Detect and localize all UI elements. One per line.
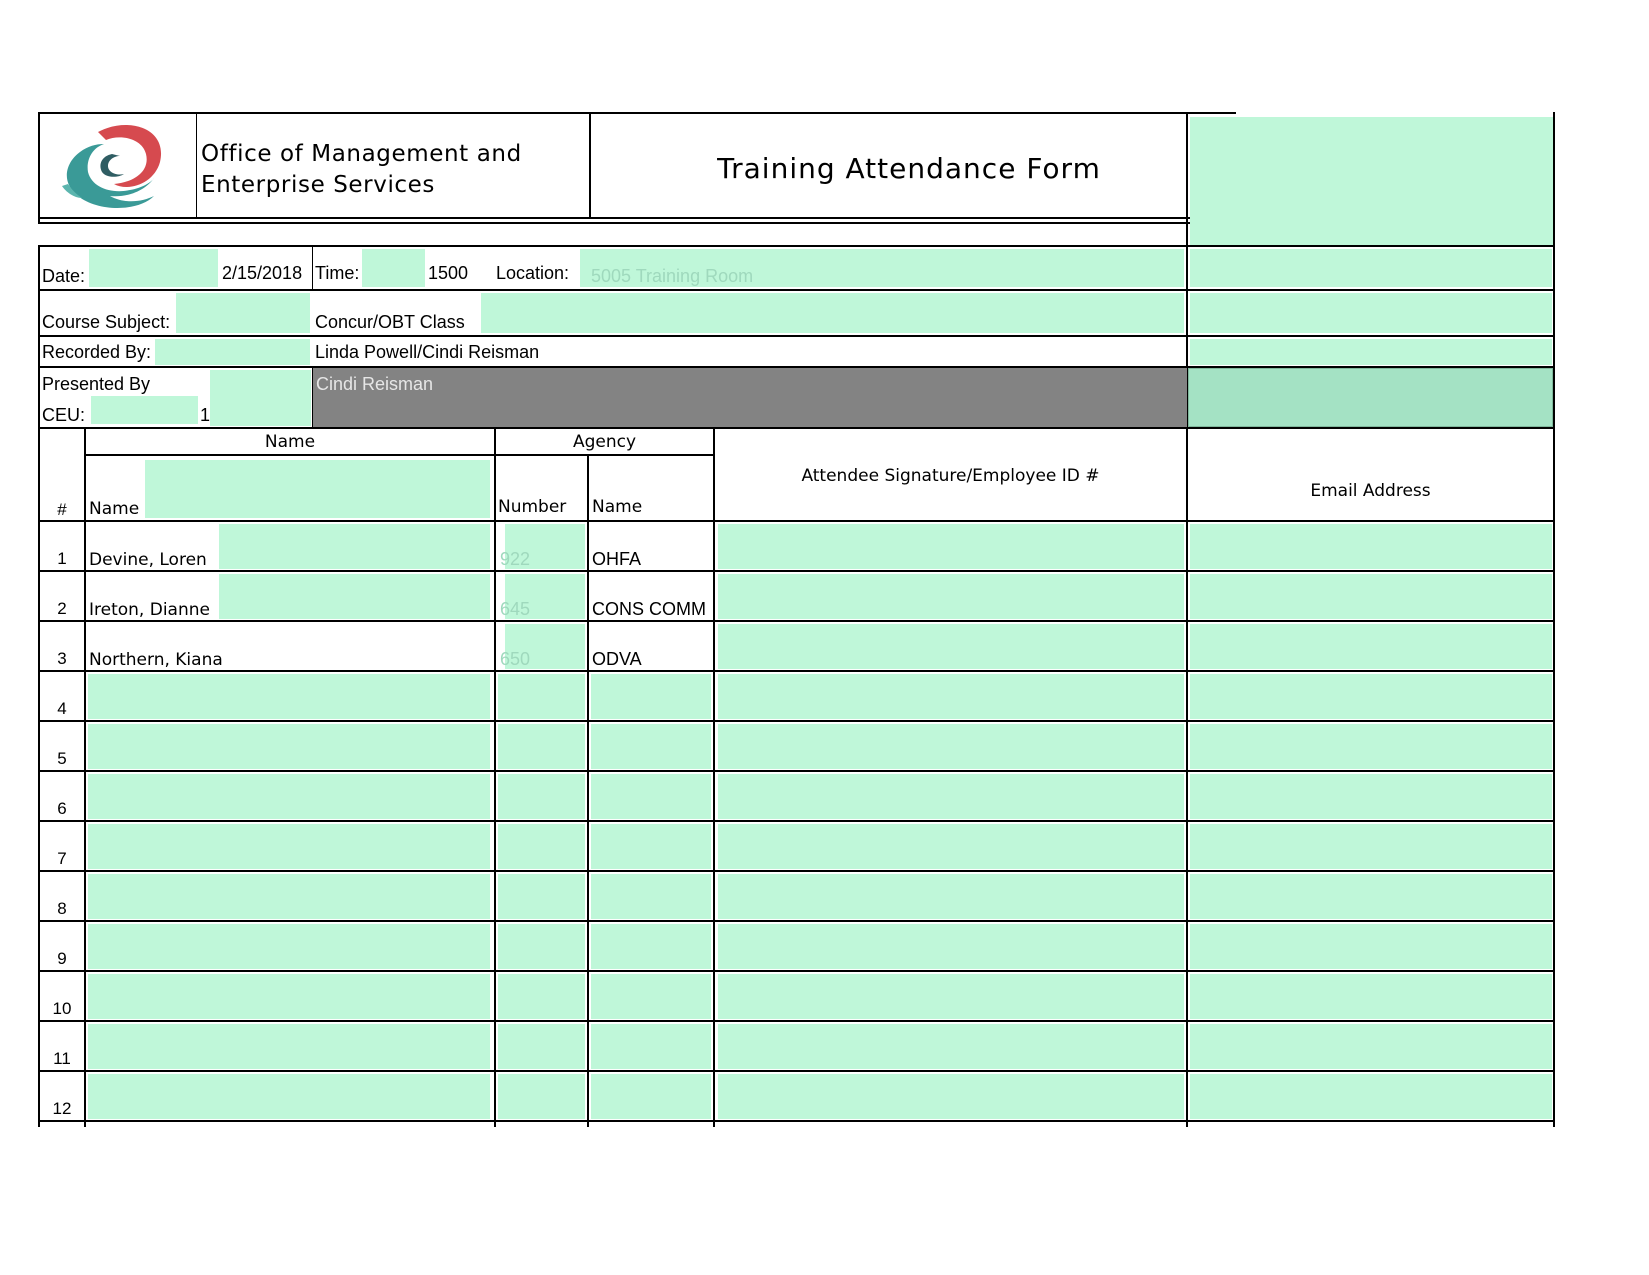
email-cell[interactable] [1190, 524, 1552, 569]
agency-name-cell[interactable] [591, 724, 711, 769]
signature-cell[interactable] [718, 524, 1184, 569]
location-right-field[interactable] [1190, 249, 1552, 287]
name-cell[interactable] [88, 674, 490, 719]
agency-number-cell[interactable] [498, 674, 585, 719]
column-number-sign: # [57, 500, 67, 519]
agency-name-cell[interactable] [591, 1074, 711, 1119]
presented-by-value: Cindi Reisman [316, 374, 434, 394]
date-value: 2/15/2018 [222, 263, 303, 283]
signature-cell[interactable] [718, 674, 1184, 719]
ceu-field[interactable] [91, 396, 198, 424]
agency-name: ODVA [592, 649, 642, 669]
row-number: 10 [52, 999, 72, 1018]
agency-number: 922 [500, 549, 531, 569]
email-cell[interactable] [1190, 924, 1552, 969]
row-number: 5 [57, 749, 67, 768]
email-cell[interactable] [1190, 1074, 1552, 1119]
agency-number: 650 [500, 649, 531, 669]
column-signature: Attendee Signature/Employee ID # [801, 466, 1100, 486]
email-cell[interactable] [1190, 624, 1552, 669]
header-right-field[interactable] [1190, 117, 1554, 246]
name-header-field[interactable] [145, 460, 490, 518]
presenter-right-field[interactable] [1188, 368, 1553, 427]
presented-by-label: Presented By [42, 374, 151, 394]
signature-cell[interactable] [718, 824, 1184, 869]
agency-name-cell[interactable] [591, 674, 711, 719]
name-cell[interactable] [88, 824, 490, 869]
agency-name: OHFA [592, 549, 642, 569]
name-group-header: Name [264, 432, 316, 452]
signature-cell[interactable] [718, 924, 1184, 969]
column-email: Email Address [1310, 481, 1431, 501]
row-number: 3 [57, 649, 67, 668]
name-cell[interactable] [88, 1074, 490, 1119]
agency-number-cell[interactable] [498, 974, 585, 1019]
recorded-by-value: Linda Powell/Cindi Reisman [315, 342, 540, 362]
agency-name-cell[interactable] [591, 774, 711, 819]
course-subject-value: Concur/OBT Class [315, 312, 465, 332]
row-number: 9 [57, 949, 67, 968]
agency-name-cell[interactable] [591, 924, 711, 969]
column-agency-name: Name [592, 497, 643, 517]
time-label: Time: [315, 263, 360, 283]
name-cell[interactable] [88, 974, 490, 1019]
row-number: 1 [57, 549, 67, 568]
column-name: Name [89, 499, 140, 519]
date-field[interactable] [89, 249, 218, 287]
ceu-value: 1 [200, 405, 211, 425]
signature-cell[interactable] [718, 1024, 1184, 1069]
signature-cell[interactable] [718, 874, 1184, 919]
signature-cell[interactable] [718, 774, 1184, 819]
signature-cell[interactable] [718, 574, 1184, 619]
signature-cell[interactable] [718, 1074, 1184, 1119]
email-cell[interactable] [1190, 824, 1552, 869]
location-label: Location: [496, 263, 570, 283]
agency-number-cell[interactable] [498, 924, 585, 969]
time-field[interactable] [362, 249, 425, 287]
agency-name-cell[interactable] [591, 974, 711, 1019]
column-agency-number: Number [498, 497, 567, 517]
form-title: Training Attendance Form [717, 152, 1101, 185]
row-number: 8 [57, 899, 67, 918]
time-value: 1500 [428, 263, 469, 283]
email-cell[interactable] [1190, 974, 1552, 1019]
attendee-name: Northern, Kiana [89, 650, 223, 670]
email-cell[interactable] [1190, 874, 1552, 919]
agency-number-cell[interactable] [498, 874, 585, 919]
email-cell[interactable] [1190, 674, 1552, 719]
agency-number: 645 [500, 599, 531, 619]
signature-cell[interactable] [718, 974, 1184, 1019]
name-cell[interactable] [88, 924, 490, 969]
name-cell[interactable] [219, 574, 490, 619]
row-number: 6 [57, 799, 67, 818]
name-cell[interactable] [88, 874, 490, 919]
row-number: 11 [53, 1049, 71, 1068]
email-cell[interactable] [1190, 724, 1552, 769]
agency-name-cell[interactable] [591, 824, 711, 869]
agency-name-cell[interactable] [591, 1024, 711, 1069]
recorded-by-field[interactable] [155, 339, 310, 365]
email-cell[interactable] [1190, 774, 1552, 819]
recorded-by-label: Recorded By: [42, 342, 152, 362]
agency-number-cell[interactable] [498, 774, 585, 819]
ceu-label: CEU: [42, 405, 86, 425]
email-cell[interactable] [1190, 1024, 1552, 1069]
signature-cell[interactable] [718, 624, 1184, 669]
presented-by-field[interactable] [210, 370, 311, 426]
row-number: 12 [52, 1099, 72, 1118]
agency-name-cell[interactable] [591, 874, 711, 919]
course-subject-label: Course Subject: [42, 312, 171, 332]
org-name-line1: Office of Management and [201, 141, 522, 167]
recorded-by-right-field[interactable] [1190, 339, 1552, 365]
presenter-shaded-cell [313, 368, 1187, 427]
org-name-line2: Enterprise Services [201, 172, 436, 198]
attendee-name: Ireton, Dianne [89, 600, 210, 620]
location-value: 5005 Training Room [591, 266, 754, 286]
agency-number-cell[interactable] [498, 1074, 585, 1119]
agency-group-header: Agency [572, 432, 637, 452]
name-cell[interactable] [88, 774, 490, 819]
course-subject-wide-field[interactable] [481, 293, 1184, 333]
name-cell[interactable] [219, 524, 490, 569]
course-subject-field[interactable] [176, 293, 310, 333]
attendee-name: Devine, Loren [89, 550, 207, 570]
name-cell[interactable] [88, 724, 490, 769]
row-number: 7 [57, 849, 67, 868]
row-number: 4 [57, 699, 67, 718]
course-subject-right-field[interactable] [1190, 293, 1552, 333]
agency-number-cell[interactable] [498, 724, 585, 769]
row-number: 2 [57, 599, 67, 618]
name-cell[interactable] [88, 1024, 490, 1069]
organization-logo [58, 118, 168, 214]
agency-number-cell[interactable] [498, 1024, 585, 1069]
email-cell[interactable] [1190, 574, 1552, 619]
signature-cell[interactable] [718, 724, 1184, 769]
agency-number-cell[interactable] [498, 824, 585, 869]
agency-name: CONS COMM [592, 599, 706, 619]
date-label: Date: [42, 266, 86, 286]
